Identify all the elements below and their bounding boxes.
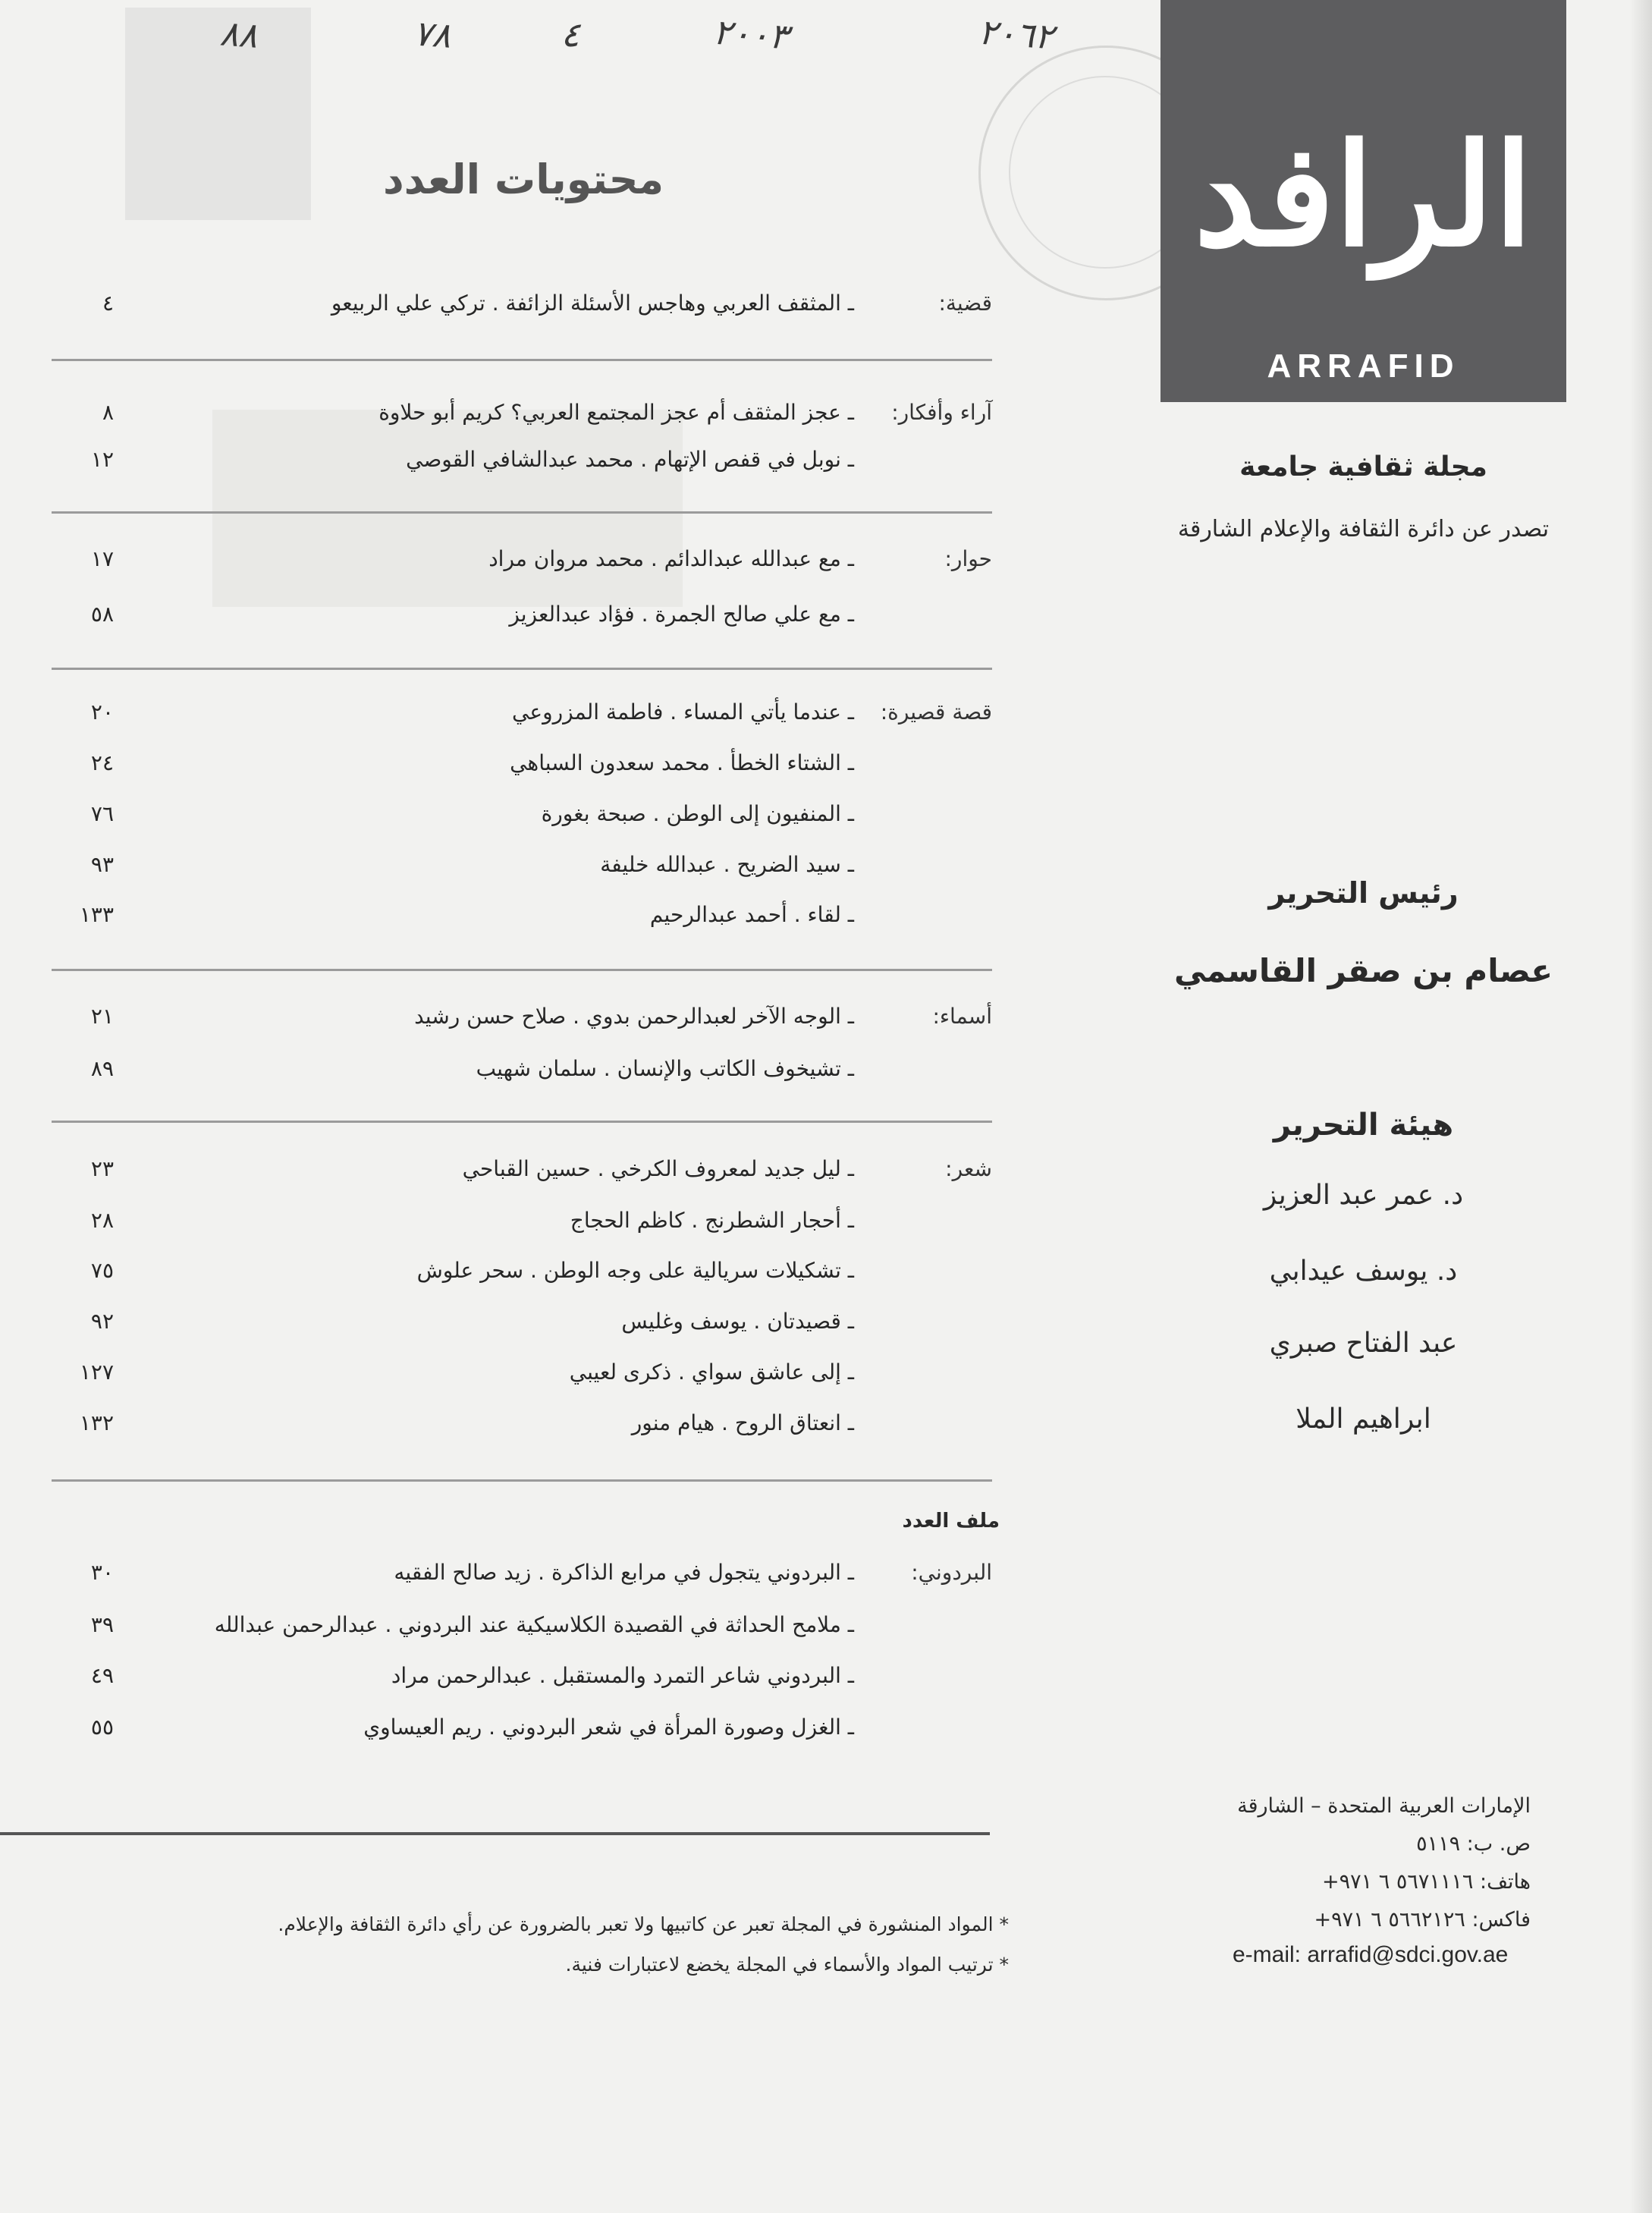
section-label: آراء وأفكار: (891, 400, 992, 425)
board-member: د. عمر عبد العزيز (1263, 1180, 1464, 1211)
toc-page-number: ٢٨ (90, 1208, 114, 1233)
contact-po-box: ص. ب: ٥١١٩ (1416, 1832, 1531, 1856)
chief-editor-name: عصام بن صقر القاسمي (1173, 952, 1553, 989)
toc-page-number: ١٢٧ (79, 1360, 114, 1385)
toc-page-number: ١٢ (90, 447, 114, 472)
toc-entry: ـ الغزل وصورة المرأة في شعر البردوني . ريم العيساوي (363, 1715, 854, 1740)
toc-entry: ـ الوجه الآخر لعبدالرحمن بدوي . صلاح حسن رشيد (414, 1004, 854, 1029)
footer-divider (0, 1832, 990, 1835)
section-divider (52, 969, 992, 971)
footnote: * ترتيب المواد والأسماء في المجلة يخضع لاعتبارات فنية. (565, 1954, 1009, 1976)
section-label: قضية: (938, 291, 992, 316)
toc-page-number: ١٣٢ (79, 1410, 114, 1435)
toc-page-number: ٨٩ (90, 1056, 114, 1081)
contact-email: e-mail: arrafid@sdci.gov.ae (1233, 1942, 1509, 1967)
handwritten-note-3: ٤ (560, 13, 582, 55)
handwritten-note-2: ٧٨ (412, 12, 453, 56)
magazine-subtitle: مجلة ثقافية جامعة (1239, 451, 1487, 483)
board-member: عبد الفتاح صبري (1269, 1328, 1458, 1359)
toc-entry: ـ قصيدتان . يوسف وغليس (621, 1309, 854, 1334)
toc-entry: ـ البردوني يتجول في مرابع الذاكرة . زيد صالح الفقيه (394, 1560, 854, 1585)
toc-page-number: ١٣٣ (79, 902, 114, 927)
toc-page-number: ٥٥ (90, 1715, 114, 1740)
handwritten-note-4: ٢٠٠٣ (711, 11, 790, 58)
magazine-logo-latin: ARRAFID (1267, 347, 1460, 385)
handwritten-note-5: ٢٠٦٢ (977, 11, 1055, 58)
toc-entry: ـ عندما يأتي المساء . فاطمة المزروعي (512, 699, 854, 725)
toc-entry: ـ ملامح الحداثة في القصيدة الكلاسيكية عند البردوني . عبدالرحمن عبدالله (214, 1612, 854, 1637)
toc-entry: ـ سيد الضريح . عبدالله خليفة (600, 852, 854, 877)
toc-page-number: ٩٢ (90, 1309, 114, 1334)
toc-page-number: ٤ (102, 291, 114, 316)
toc-entry: ـ تشيخوف الكاتب والإنسان . سلمان شهيب (476, 1056, 854, 1081)
toc-page-number: ٧٥ (90, 1258, 114, 1283)
toc-entry: ـ أحجار الشطرنج . كاظم الحجاج (570, 1208, 854, 1233)
toc-page-number: ١٧ (90, 546, 114, 571)
toc-page-number: ٣٩ (90, 1612, 114, 1637)
chief-editor-label: رئيس التحرير (1268, 876, 1459, 910)
section-label: البردوني: (911, 1560, 992, 1585)
faded-background-logo (125, 8, 311, 220)
toc-page-number: ٥٨ (90, 602, 114, 627)
toc-entry: ـ ليل جديد لمعروف الكرخي . حسين القباحي (462, 1156, 854, 1181)
editorial-board-title: هيئة التحرير (1273, 1108, 1454, 1143)
toc-page-number: ٧٦ (90, 801, 114, 826)
toc-page-number: ٣٠ (90, 1560, 114, 1585)
toc-entry: ـ المنفيون إلى الوطن . صبحة بغورة (541, 801, 854, 826)
toc-entry: ـ إلى عاشق سواي . ذكرى لعيبي (569, 1360, 854, 1385)
toc-entry: ـ لقاء . أحمد عبدالرحيم (649, 902, 854, 927)
toc-entry: ـ مع عبدالله عبدالدائم . محمد مروان مراد (488, 546, 854, 571)
issue-file-title: ملف العدد (902, 1510, 1000, 1532)
toc-entry: ـ انعتاق الروح . هيام منور (631, 1410, 854, 1435)
section-label: أسماء: (932, 1004, 992, 1029)
toc-page-number: ٤٩ (90, 1663, 114, 1688)
masthead (1160, 0, 1566, 402)
toc-entry: ـ المثقف العربي وهاجس الأسئلة الزائفة . تركي علي الربيعو (331, 291, 854, 316)
section-divider (52, 668, 992, 670)
toc-page-number: ٢٣ (90, 1156, 114, 1181)
toc-page-number: ٢١ (90, 1004, 114, 1029)
section-divider (52, 359, 992, 361)
toc-page-number: ٨ (102, 400, 114, 425)
toc-entry: ـ تشكيلات سريالية على وجه الوطن . سحر علوش (416, 1258, 854, 1283)
contact-address: الإمارات العربية المتحدة – الشارقة (1237, 1794, 1531, 1818)
toc-entry: ـ عجز المثقف أم عجز المجتمع العربي؟ كريم أبو حلاوة (378, 400, 854, 425)
section-label: قصة قصيرة: (880, 699, 992, 725)
toc-page-number: ٢٤ (90, 750, 114, 775)
contact-phone: هاتف: ٥٦٧١١١٦ ٦ ٩٧١+ (1322, 1870, 1531, 1894)
faded-background-block (212, 410, 683, 607)
toc-entry: ـ مع علي صالح الجمرة . فؤاد عبدالعزيز (509, 602, 854, 627)
magazine-publisher: تصدر عن دائرة الثقافة والإعلام الشارقة (1177, 516, 1550, 542)
page-title: محتويات العدد (382, 156, 664, 203)
section-divider (52, 1121, 992, 1123)
board-member: د. يوسف عيدابي (1269, 1256, 1458, 1287)
toc-entry: ـ البردوني شاعر التمرد والمستقبل . عبدالرحمن مراد (391, 1663, 854, 1688)
board-member: ابراهيم الملا (1296, 1404, 1431, 1435)
toc-entry: ـ الشتاء الخطأ . محمد سعدون السباهي (510, 750, 854, 775)
magazine-logo: الرافد (1194, 112, 1533, 278)
contact-fax: فاكس: ٥٦٦٢١٢٦ ٦ ٩٧١+ (1314, 1908, 1531, 1932)
section-divider (52, 1479, 992, 1482)
toc-entry: ـ نوبل في قفص الإتهام . محمد عبدالشافي القوصي (406, 447, 854, 472)
section-label: شعر: (945, 1156, 992, 1181)
handwritten-note-1: ٨٨ (218, 12, 259, 56)
section-label: حوار: (944, 546, 992, 571)
toc-page-number: ٩٣ (90, 852, 114, 877)
footnote: * المواد المنشورة في المجلة تعبر عن كاتبيها ولا تعبر بالضرورة عن رأي دائرة الثقافة والإعلام. (278, 1913, 1009, 1935)
section-divider (52, 511, 992, 514)
page-edge (1629, 0, 1652, 2213)
toc-page-number: ٢٠ (90, 699, 114, 725)
